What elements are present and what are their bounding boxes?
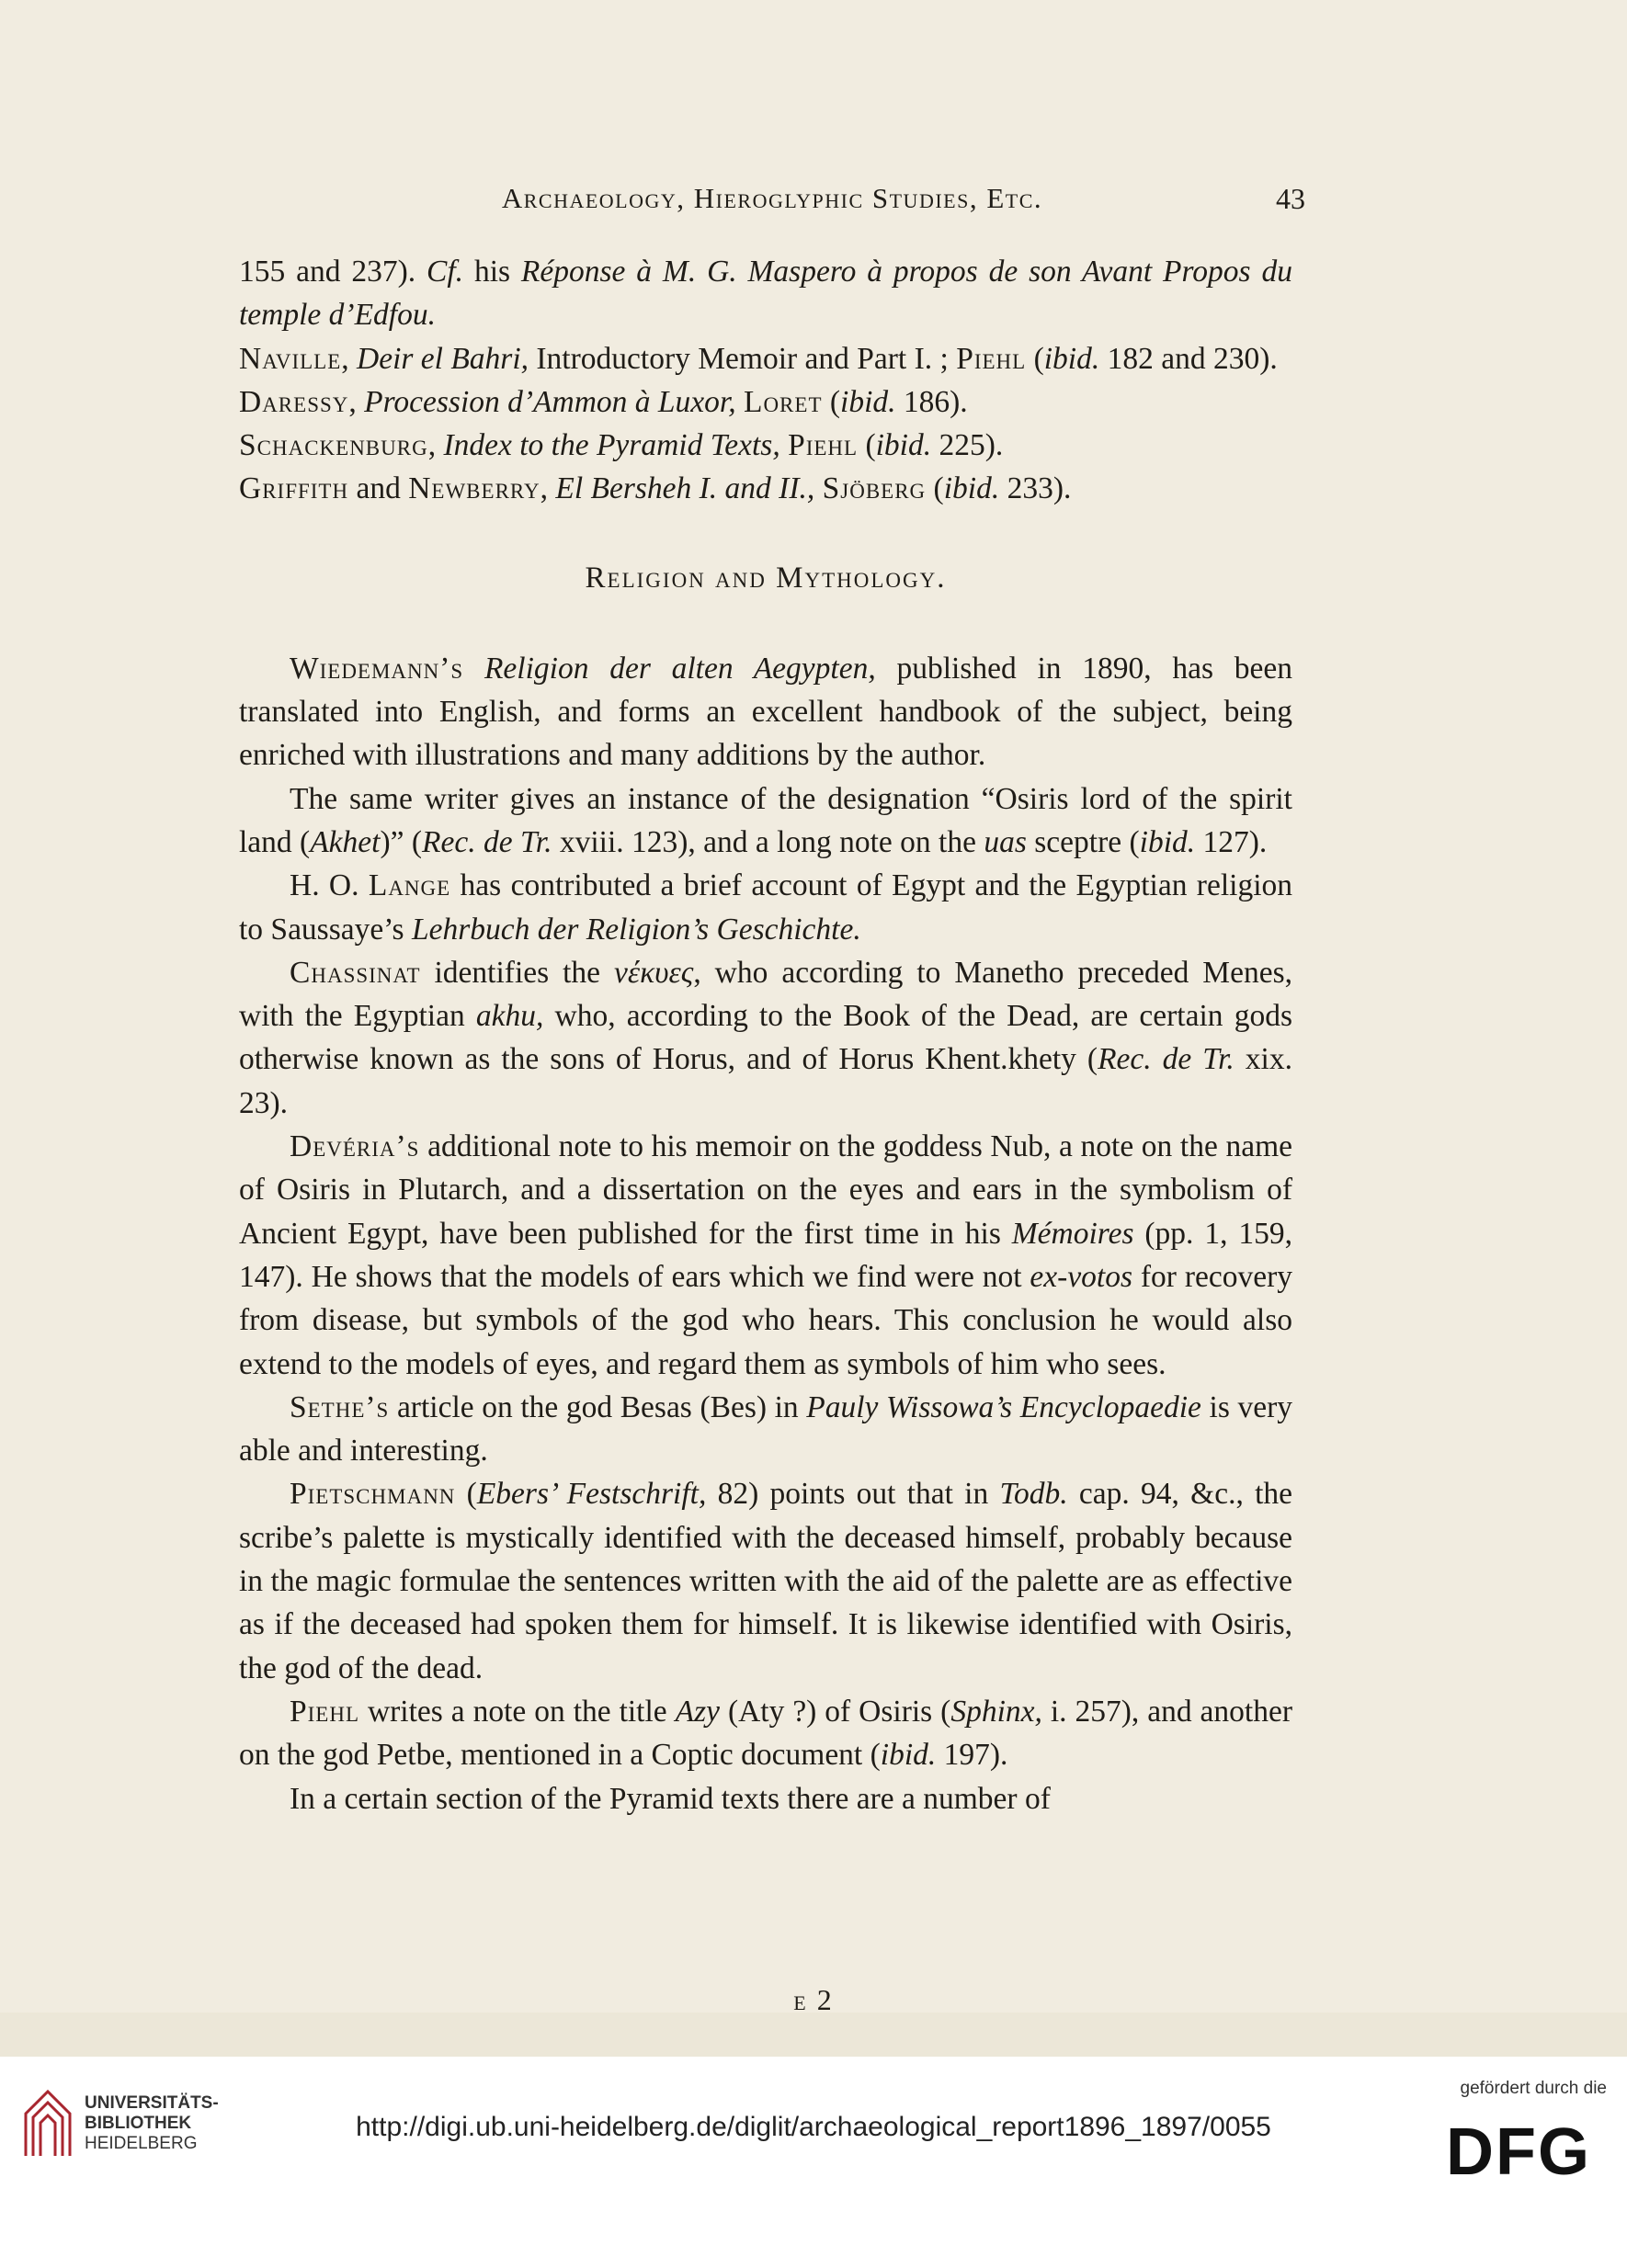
paragraph <box>239 1472 1292 1689</box>
dfg-logo-icon <box>1446 2117 1607 2182</box>
author-name: Naville <box>239 341 342 376</box>
author-name: Pietschmann <box>290 1477 456 1512</box>
library-name-line: UNIVERSITÄTS- <box>85 2093 219 2113</box>
author-name: Chassinat <box>290 955 421 990</box>
author-name: Piehl <box>290 1694 359 1729</box>
page-body <box>239 250 1292 1820</box>
paragraph <box>239 647 1292 777</box>
paragraph <box>239 864 1292 951</box>
italic-text: ibid. <box>875 428 932 463</box>
italic-text: Sphinx, <box>950 1694 1042 1729</box>
page-header <box>239 182 1305 228</box>
text-run: 82) points out that in <box>706 1477 1000 1512</box>
text-run: his <box>463 255 521 289</box>
text-run: ( <box>926 471 944 506</box>
digitization-footer <box>0 2057 1627 2268</box>
italic-text: Cf. <box>427 255 464 289</box>
author-name: Daressy <box>239 384 349 419</box>
text-run: 225). <box>931 428 1004 463</box>
text-run: is very able and interesting. <box>239 1389 1293 1469</box>
author-name: Sethe’s <box>290 1389 390 1424</box>
text-run: )” ( <box>380 824 423 859</box>
text-run: 127). <box>1195 824 1268 859</box>
text-run: has contributed a brief account of Egypt and the Egyptian religion to Saussaye’s <box>239 868 1293 947</box>
signature-mark: e 2 <box>793 1983 834 2016</box>
author-name: Devéria’s <box>290 1129 420 1164</box>
text-run: ( <box>455 1477 477 1512</box>
section-heading: Religion and Mythology. <box>585 561 947 595</box>
bibliography-entry <box>239 467 1292 510</box>
italic-text: Todb. <box>999 1477 1068 1512</box>
bibliography-entry <box>239 380 1292 424</box>
text-run <box>780 428 788 462</box>
library-name-line: HEIDELBERG <box>85 2134 198 2153</box>
text-run: additional note to his memoir on the goddess Nub, a note on the name of Osiris in Plutarch, and a dissertation on the eyes and ears in the symbolism of Ancient Egypt, have been published for the first time in his <box>239 1129 1292 1251</box>
italic-text: Pauly Wissowa’s Encyclopaedie <box>806 1389 1201 1424</box>
text-run: published in 1890, has been translated into English, and forms an excellent handbook of the subject, being enriched with illustrations and many additions by the author. <box>239 651 1292 773</box>
italic-text: Azy <box>675 1694 720 1729</box>
italic-text: νέκυες <box>614 955 694 990</box>
text-run <box>814 471 822 505</box>
text-run: for recovery from disease, but symbols of the god who hears. This conclusion he would also extend to the models of eyes, and regard them as symbols of him who sees. <box>239 1259 1292 1381</box>
author-name: Lange <box>368 868 451 903</box>
text-run <box>463 652 484 686</box>
library-name-line: BIBLIOTHEK <box>85 2114 192 2133</box>
text-run: In a certain section of the Pyramid texts there are a number of <box>290 1781 1051 1816</box>
italic-text: Mémoires <box>1011 1216 1134 1251</box>
bibliography-entry <box>239 424 1292 467</box>
bibliography-entry <box>239 337 1292 380</box>
text-run: (pp. 1, 159, 147). He shows that the models of ears which we find were not <box>239 1216 1292 1294</box>
text-run: 197). <box>936 1738 1008 1773</box>
funding-note: gefördert durch die <box>1460 2079 1607 2098</box>
italic-text: uas <box>984 824 1027 859</box>
italic-text: Ebers’ Festschrift, <box>476 1477 707 1512</box>
author-name: Schackenburg <box>239 428 428 463</box>
paragraph <box>239 1690 1292 1777</box>
italic-text: akhu, <box>475 999 544 1034</box>
author-name: Loret <box>743 384 823 419</box>
italic-text: Deir el Bahri, <box>357 341 529 376</box>
paragraph <box>239 951 1292 1125</box>
text-run: article on the god Besas (Bes) in <box>389 1389 807 1424</box>
text-run: ( <box>858 428 876 463</box>
paragraph <box>239 777 1292 865</box>
text-run: 155 and 237). <box>239 255 427 289</box>
text-run: xix. 23). <box>239 1042 1292 1120</box>
text-run: , who according to Manetho preceded Menes, with the Egyptian <box>239 955 1292 1034</box>
text-run: identifies the <box>420 955 615 990</box>
text-run: H. O. <box>290 868 369 903</box>
text-run: 182 and 230). <box>1099 341 1278 376</box>
running-head: Archaeology, Hieroglyphic Studies, Etc. <box>501 182 1043 214</box>
italic-text: ibid. <box>840 384 896 419</box>
text-run: writes a note on the title <box>359 1694 676 1729</box>
text-run: i. 257), and another on the god Petbe, mentioned in a Coptic document ( <box>239 1694 1292 1773</box>
author-name: Sjöberg <box>822 471 927 506</box>
bibliography-entries <box>239 250 1292 511</box>
author-name: Newberry <box>408 471 540 506</box>
bibliography-entry <box>239 250 1292 337</box>
author-name: Piehl <box>788 428 859 463</box>
text-run: , <box>348 384 365 419</box>
text-run: Introductory Memoir and Part I. ; <box>529 341 957 376</box>
page-number: 43 <box>1276 182 1305 215</box>
text-run: 233). <box>999 471 1072 506</box>
author-name: Piehl <box>956 341 1027 376</box>
text-run: , <box>540 471 556 506</box>
paragraph <box>239 1777 1292 1820</box>
italic-text: ibid. <box>880 1738 937 1773</box>
text-run: (Aty ?) of Osiris ( <box>720 1694 951 1729</box>
italic-text: Lehrbuch der Religion’s Geschichte. <box>411 912 861 947</box>
italic-text: Rec. de Tr. <box>1098 1042 1234 1077</box>
text-run: , <box>341 341 358 376</box>
section-body <box>239 647 1292 1820</box>
text-run: cap. 94, &c., the scribe’s palette is mystically identified with the deceased himself, probably because in the magic formulae the sentences written with the aid of the palette are as effective as if the deceased had spoken them for himself. It is likewise identified with Osiris, the god of the dead. <box>239 1477 1293 1685</box>
text-run: ( <box>1026 341 1044 376</box>
italic-text: Religion der alten Aegypten, <box>484 651 876 686</box>
italic-text: ibid. <box>943 471 1000 506</box>
italic-text: ex-votos <box>1030 1259 1133 1294</box>
paragraph <box>239 1386 1292 1473</box>
italic-text: Réponse à M. G. Maspero à propos de son Avant Propos du temple d’Edfou. <box>239 255 1292 333</box>
italic-text: Rec. de Tr. <box>422 824 552 859</box>
dfg-logo-text: DFG <box>1446 2117 1591 2182</box>
paragraph <box>239 1125 1292 1386</box>
author-name: Wiedemann’s <box>290 651 464 686</box>
permalink-url[interactable]: http://digi.ub.uni-heidelberg.de/diglit/archaeological_report1896_1897/0055 <box>356 2112 1271 2142</box>
italic-text: Index to the Pyramid Texts, <box>443 428 780 463</box>
text-run: xviii. 123), and a long note on the <box>552 824 984 859</box>
text-run: , <box>427 428 444 463</box>
text-run: who, according to the Book of the Dead, are certain gods otherwise known as the sons of Horus, and of Horus Khent.khety ( <box>239 999 1292 1077</box>
text-run: ( <box>822 384 841 419</box>
author-name: Griffith <box>239 471 349 506</box>
text-run: sceptre ( <box>1026 824 1140 859</box>
italic-text: ibid. <box>1043 341 1100 376</box>
italic-text: Procession d’Ammon à Luxor, <box>364 384 736 419</box>
italic-text: ibid. <box>1139 824 1196 859</box>
text-run: The same writer gives an instance of the designation “Osiris lord of the spirit land ( <box>239 781 1292 859</box>
italic-text: Akhet <box>310 824 381 859</box>
text-run <box>736 385 744 419</box>
text-run: 186). <box>895 384 968 419</box>
text-run: and <box>348 471 409 506</box>
italic-text: El Bersheh I. and II., <box>555 471 815 506</box>
